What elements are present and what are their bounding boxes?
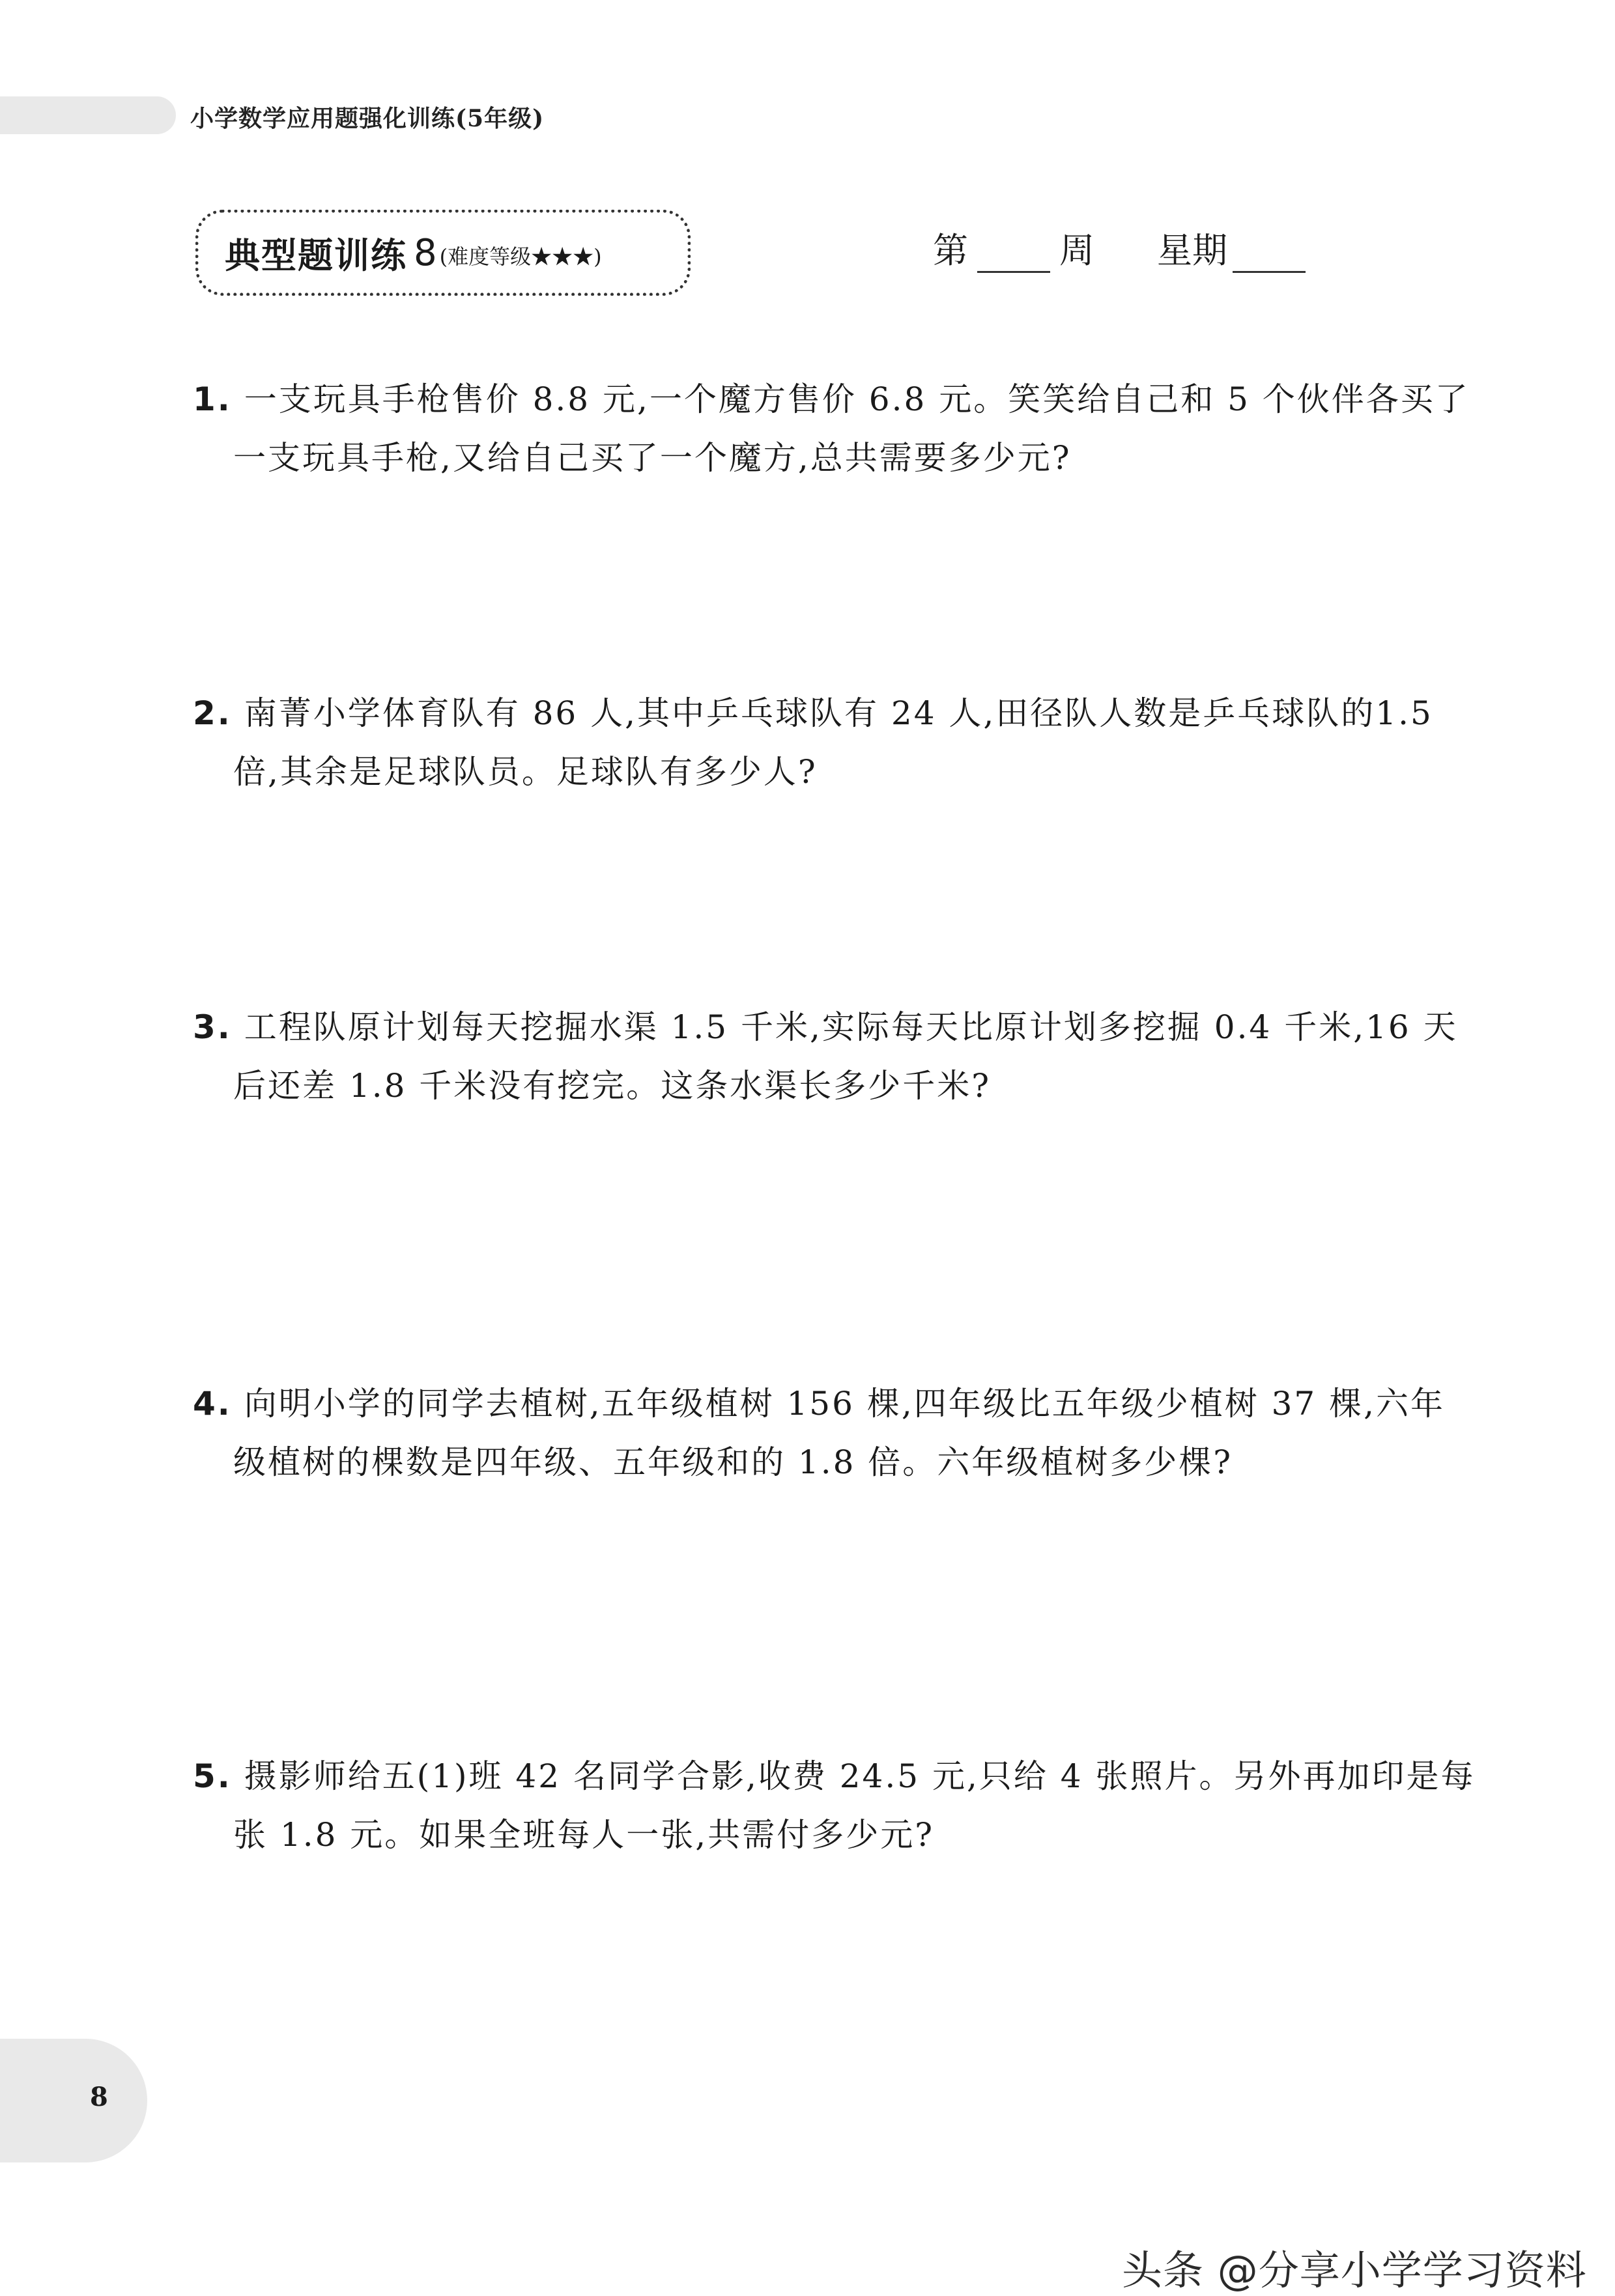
question-3	[193, 998, 1458, 1115]
weekday-blank[interactable]	[1233, 231, 1306, 273]
page-number: 8	[90, 2082, 108, 2112]
section-title-box	[195, 210, 691, 296]
question-text: 工程队原计划每天挖掘水渠 1.5 千米,实际每天比原计划多挖掘 0.4 千米,16 天	[244, 1008, 1458, 1046]
section-title: 典型题训练	[225, 234, 407, 276]
question-text: 南菁小学体育队有 86 人,其中乒乓球队有 24 人,田径队人数是乒乓球队的1.5	[244, 694, 1433, 732]
header-tab	[0, 96, 176, 134]
question-1	[193, 370, 1470, 487]
watermark: 头条 @分享小学学习资料	[1122, 2246, 1587, 2294]
page-number-tab	[0, 2039, 147, 2162]
question-text: 一支玩具手枪,又给自己买了一个魔方,总共需要多少元?	[233, 439, 1072, 477]
question-text: 向明小学的同学去植树,五年级植树 156 棵,四年级比五年级少植树 37 棵,六年	[244, 1385, 1446, 1423]
question-number: 4.	[193, 1385, 232, 1423]
question-number: 3.	[193, 1008, 232, 1046]
question-number: 5.	[193, 1757, 232, 1795]
week-date-line	[933, 223, 1315, 273]
difficulty-label: (难度等级★★★)	[439, 244, 602, 269]
question-text: 后还差 1.8 千米没有挖完。这条水渠长多少千米?	[233, 1067, 992, 1105]
weekday-label: 星期	[1157, 230, 1227, 271]
question-text: 级植树的棵数是四年级、五年级和的 1.8 倍。六年级植树多少棵?	[233, 1443, 1233, 1481]
section-number: 8	[414, 231, 437, 274]
question-text: 摄影师给五(1)班 42 名同学合影,收费 24.5 元,只给 4 张照片。另外再加印是每	[244, 1757, 1476, 1795]
question-text: 一支玩具手枪售价 8.8 元,一个魔方售价 6.8 元。笑笑给自己和 5 个伙伴各买了	[244, 380, 1470, 418]
question-text: 张 1.8 元。如果全班每人一张,共需付多少元?	[233, 1816, 935, 1854]
question-text: 倍,其余是足球队员。足球队有多少人?	[233, 753, 818, 791]
question-4	[193, 1374, 1446, 1492]
book-title: 小学数学应用题强化训练(5年级)	[190, 105, 545, 132]
question-2	[193, 684, 1431, 801]
week-blank[interactable]	[977, 231, 1050, 273]
question-5	[193, 1747, 1476, 1864]
week-prefix: 第	[933, 230, 968, 271]
question-number: 1.	[193, 380, 232, 418]
question-number: 2.	[193, 694, 232, 732]
week-label: 周	[1059, 230, 1094, 271]
